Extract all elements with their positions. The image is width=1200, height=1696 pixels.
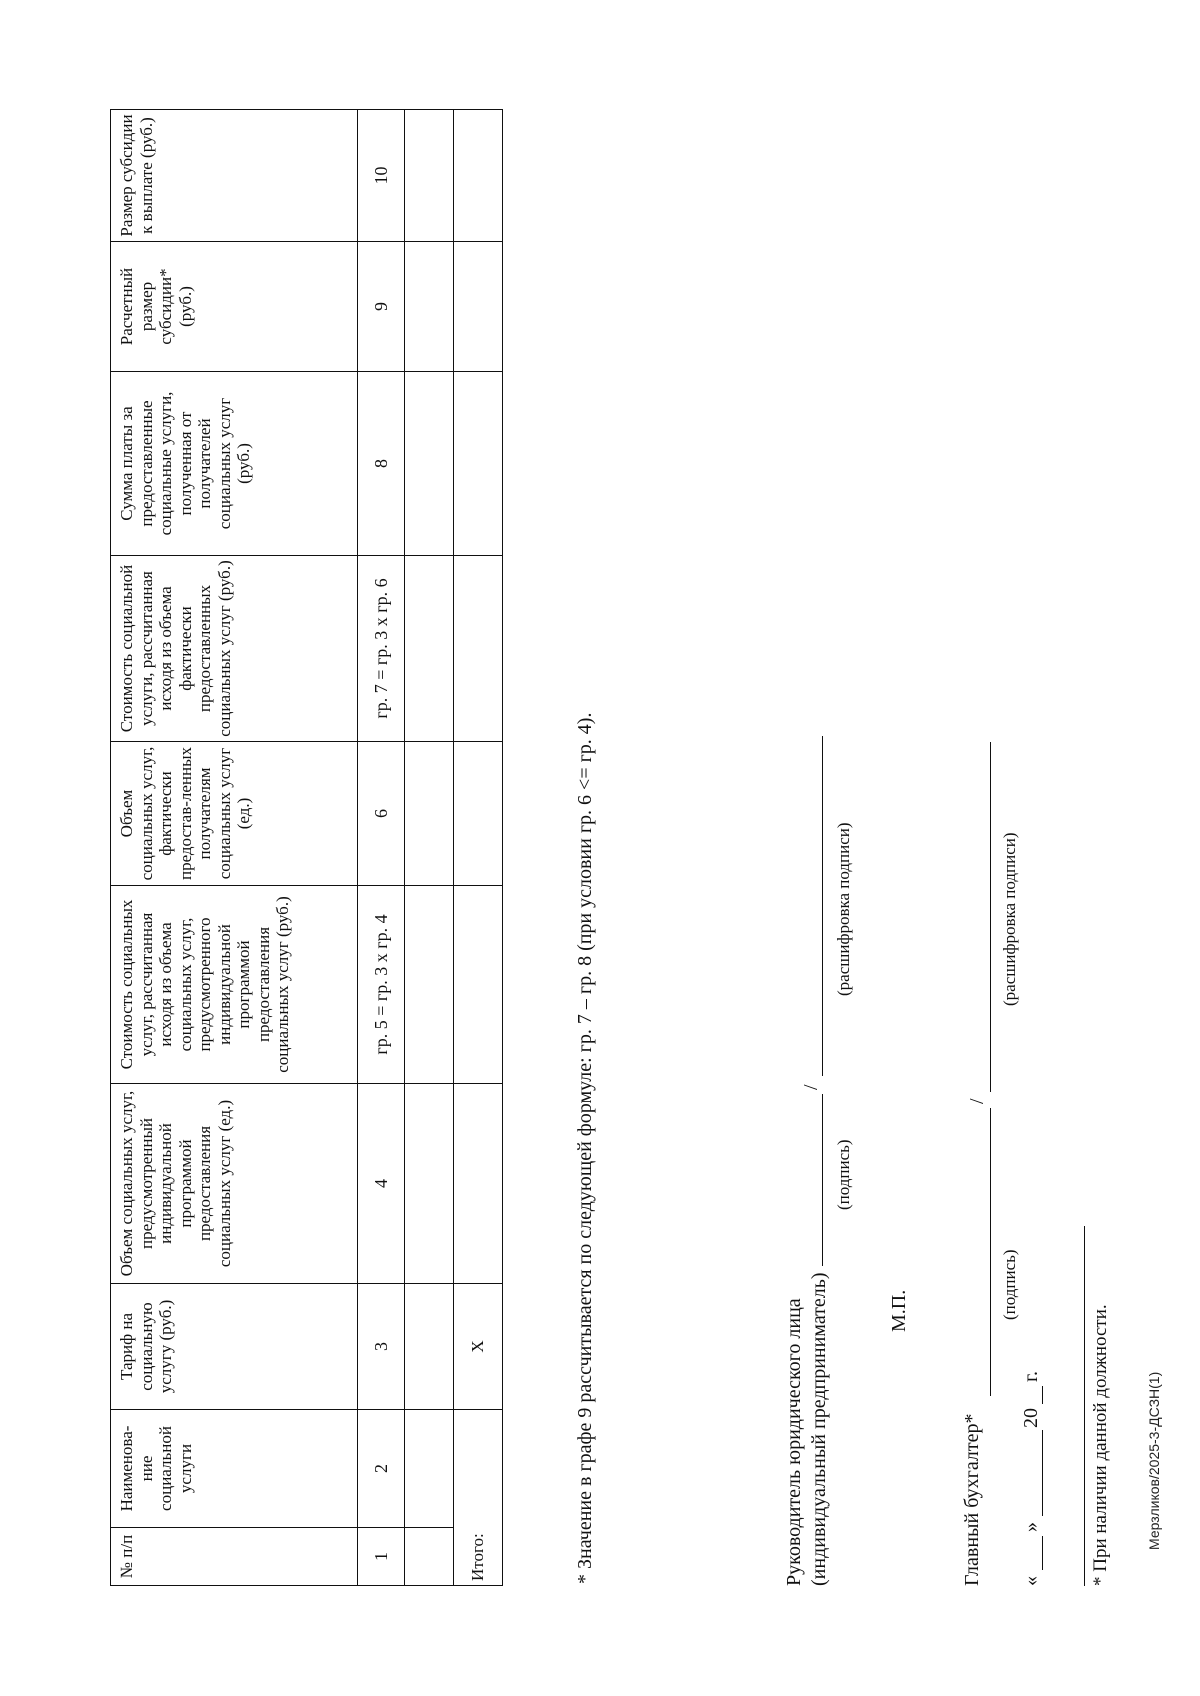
table-cell bbox=[405, 556, 454, 742]
header-cell: Размер субсидии к выплате (руб.) bbox=[111, 110, 358, 242]
table-cell bbox=[454, 242, 503, 372]
column-number-cell: гр. 5 = гр. 3 х гр. 4 bbox=[358, 886, 405, 1084]
table-cell bbox=[454, 886, 503, 1084]
header-cell: Стоимость социальных услуг, рассчитанная исходя из объема социальных услуг, предусмотренного индивидуальной программой предоставления социальных услуг (руб.) bbox=[111, 886, 358, 1084]
head-signature-caption: (подпись) bbox=[834, 1139, 853, 1210]
table-cell bbox=[405, 886, 454, 1084]
accountant-slash: / bbox=[966, 1098, 988, 1104]
column-number-cell: 4 bbox=[358, 1084, 405, 1284]
table-cell bbox=[454, 372, 503, 556]
header-cell: Наименова-ние социальной услуги bbox=[111, 1410, 358, 1528]
column-number-cell: гр. 7 = гр. 3 х гр. 6 bbox=[358, 556, 405, 742]
date-day-line bbox=[1042, 1536, 1043, 1570]
head-signature-line bbox=[822, 1094, 823, 1266]
column-number-cell: 1 bbox=[358, 1528, 405, 1586]
table-cell bbox=[405, 742, 454, 886]
column-number-cell: 8 bbox=[358, 372, 405, 556]
date-month-line bbox=[1042, 1430, 1043, 1516]
document-watermark: Мерзликов/2025-3-ДСЗН(1) bbox=[1146, 1371, 1162, 1550]
column-number-cell: 3 bbox=[358, 1284, 405, 1410]
subsidy-calculation-table bbox=[110, 109, 503, 1586]
note-separator bbox=[1084, 1226, 1085, 1586]
table-cell bbox=[454, 110, 503, 242]
header-cell: Объем социальных услуг, фактически предостав-ленных получателям социальных услуг (ед.) bbox=[111, 742, 358, 886]
accountant-signature-caption: (подпись) bbox=[1000, 1249, 1019, 1320]
table-cell bbox=[405, 1410, 454, 1528]
position-footnote: * При наличии данной должности. bbox=[1090, 1304, 1111, 1586]
header-cell: Сумма платы за предоставленные социальные услуги, полученная от получателей социальных услуг (руб.) bbox=[111, 372, 358, 556]
column-number-cell: 6 bbox=[358, 742, 405, 886]
table-cell bbox=[454, 1084, 503, 1284]
header-cell: Объем социальных услуг, предусмотренный индивидуальной программой предоставления социальных услуг (ед.) bbox=[111, 1084, 358, 1284]
header-cell: Тариф на социальную услугу (руб.) bbox=[111, 1284, 358, 1410]
column-number-cell: 9 bbox=[358, 242, 405, 372]
total-col3-mark: X bbox=[454, 1284, 503, 1410]
header-cell: Расчетный размер субсидии* (руб.) bbox=[111, 242, 358, 372]
head-slash: / bbox=[800, 1084, 822, 1090]
accountant-decoding-line bbox=[990, 742, 991, 1092]
total-label: Итого: bbox=[454, 1410, 503, 1586]
head-title-line2: (индивидуальный предприниматель) bbox=[808, 1272, 830, 1586]
head-decoding-line bbox=[822, 736, 823, 1076]
formula-footnote: * Значение в графе 9 рассчитывается по следующей формуле: гр. 7 – гр. 8 (при условии гр. 6 <= гр. 4). bbox=[574, 712, 596, 1584]
table-cell bbox=[405, 372, 454, 556]
column-number-cell: 2 bbox=[358, 1410, 405, 1528]
table-header-row bbox=[111, 110, 358, 1586]
head-decoding-caption: (расшифровка подписи) bbox=[834, 822, 853, 996]
table-cell bbox=[405, 242, 454, 372]
date-year-prefix: 20 bbox=[1020, 1408, 1042, 1428]
date-year-suffix: г. bbox=[1020, 1371, 1042, 1382]
table-cell bbox=[405, 1284, 454, 1410]
date-close-quote: » bbox=[1020, 1522, 1042, 1532]
accountant-decoding-caption: (расшифровка подписи) bbox=[1000, 832, 1019, 1006]
total-row bbox=[454, 110, 503, 1586]
accountant-signature-line bbox=[990, 1108, 991, 1396]
header-cell: № п/п bbox=[111, 1528, 358, 1586]
head-signature-block bbox=[782, 1272, 832, 1586]
header-cell: Стоимость социальной услуги, рассчитанная исходя из объема фактически предоставленных социальных услуг (руб.) bbox=[111, 556, 358, 742]
date-year-line bbox=[1042, 1386, 1043, 1404]
head-title-line1: Руководитель юридического лица bbox=[783, 1298, 805, 1586]
accountant-title: Главный бухгалтер* bbox=[961, 1413, 983, 1586]
table-cell bbox=[405, 110, 454, 242]
table-cell bbox=[405, 1528, 454, 1586]
column-number-row bbox=[358, 110, 405, 1586]
date-open-quote: « bbox=[1020, 1576, 1042, 1586]
table-cell bbox=[454, 742, 503, 886]
table-row bbox=[405, 110, 454, 1586]
column-number-cell: 10 bbox=[358, 110, 405, 242]
stamp-mark: М.П. bbox=[888, 1289, 910, 1332]
table-cell bbox=[405, 1084, 454, 1284]
table-cell bbox=[454, 556, 503, 742]
